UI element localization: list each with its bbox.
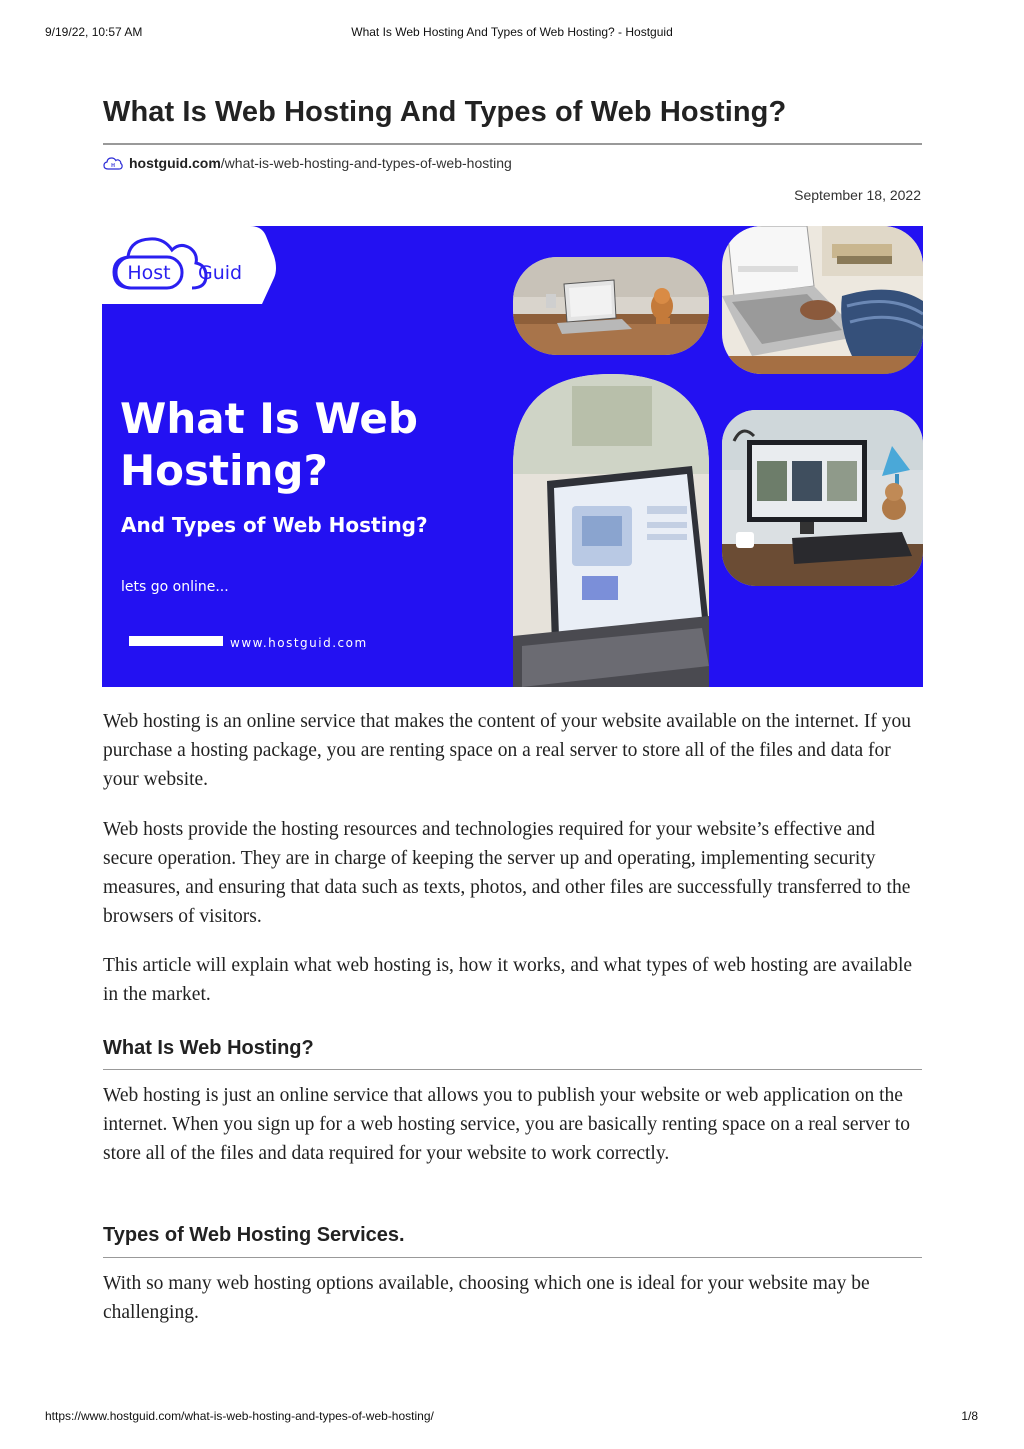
print-header <box>0 25 1024 41</box>
paragraph-web-hosts: Web hosts provide the hosting resources and technologies required for your website’s effective and secure operation. They are in charge of keeping the server up and operating, implementing security measures, and ensuring that data such as texts, photos, and other files are successfully transferred to the browsers of visitors. <box>103 819 911 927</box>
logo-host-text: Host <box>127 262 171 284</box>
site-favicon-icon <box>103 155 123 171</box>
photo-desktop-setup <box>722 410 923 586</box>
section-divider <box>103 1257 922 1258</box>
svg-text:H: H <box>111 163 115 169</box>
page-number: 1/8 <box>961 1409 978 1423</box>
article-title: What Is Web Hosting And Types of Web Hosting? <box>103 96 787 128</box>
section-heading-what-is: What Is Web Hosting? <box>103 1037 314 1059</box>
logo-guid-text: Guid <box>198 262 243 284</box>
photo-typing-laptop <box>722 226 923 374</box>
paragraph-definition: Web hosting is just an online service that allows you to publish your website or web application on the internet. When you sign up for a web hosting service, you are basically renting space on a real server to store all of the files and data required for your website to work correctly. <box>103 1085 910 1164</box>
source-link[interactable] <box>103 154 512 172</box>
hero-banner <box>102 226 923 687</box>
hero-subheadline: And Types of Web Hosting? <box>121 513 428 537</box>
title-divider <box>103 143 922 145</box>
hero-graphic <box>102 226 923 687</box>
hero-headline-line1: What Is Web <box>120 394 418 443</box>
photo-laptop-desk <box>513 257 709 355</box>
source-domain: hostguid.com <box>129 155 221 171</box>
hero-tagline: lets go online... <box>121 579 229 595</box>
hero-website: www.hostguid.com <box>230 636 368 650</box>
paragraph-intro: Web hosting is an online service that makes the content of your website available on the internet. If you purchase a hosting package, you are renting space on a real server to store all of the files and data for your website. <box>103 711 911 790</box>
print-url: https://www.hostguid.com/what-is-web-hosting-and-types-of-web-hosting/ <box>45 1409 434 1423</box>
print-datetime: 9/19/22, 10:57 AM <box>45 25 143 39</box>
paragraph-article-scope: This article will explain what web hosting is, how it works, and what types of web hosting are available in the market. <box>103 955 913 1005</box>
section-heading-types: Types of Web Hosting Services. <box>103 1224 405 1246</box>
hero-bar <box>129 636 223 646</box>
hero-headline-line2: Hosting? <box>120 446 328 495</box>
publish-date: September 18, 2022 <box>794 187 921 203</box>
section-divider <box>103 1069 922 1070</box>
print-doc-title: What Is Web Hosting And Types of Web Hosting? - Hostguid <box>351 25 673 39</box>
photo-laptop-arch <box>513 374 709 687</box>
source-path: /what-is-web-hosting-and-types-of-web-hosting <box>220 155 512 171</box>
paragraph-types-intro: With so many web hosting options available, choosing which one is ideal for your website may be challenging. <box>103 1273 870 1323</box>
